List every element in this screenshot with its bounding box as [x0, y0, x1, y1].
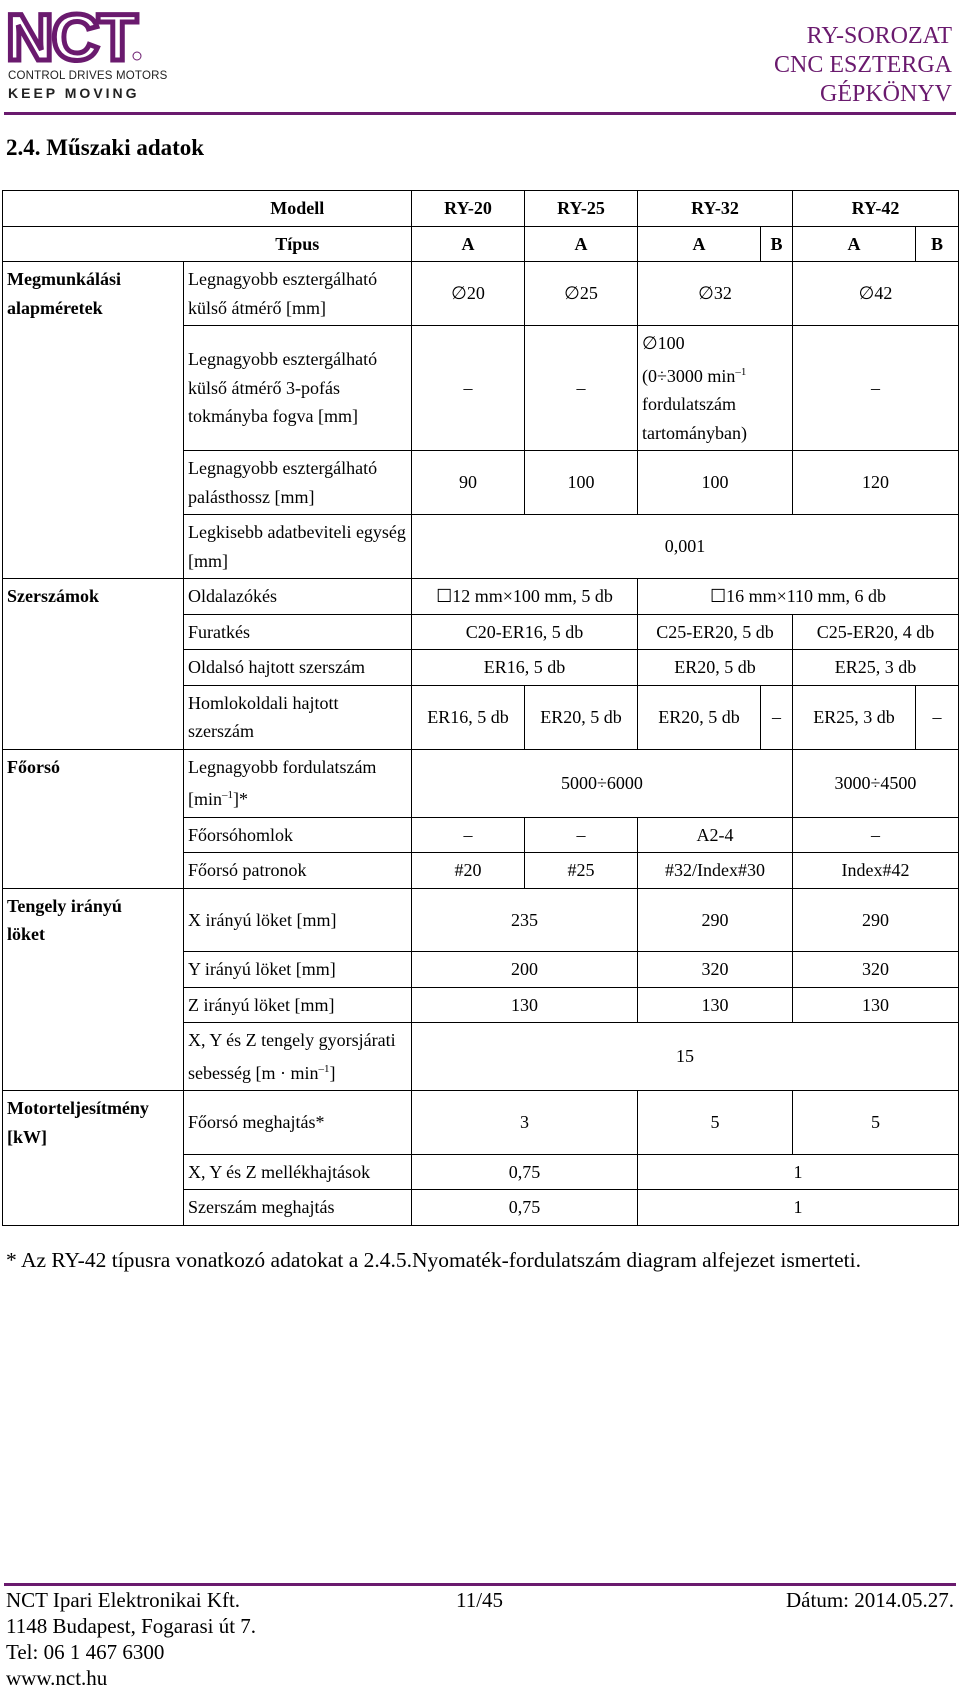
footer-address: 1148 Budapest, Fogarasi út 7.	[6, 1614, 257, 1638]
value-cell: 3	[412, 1091, 638, 1155]
value-cell: 320	[793, 952, 959, 988]
type-cell: A	[412, 226, 525, 262]
table-row	[3, 1091, 959, 1155]
table-row	[3, 952, 959, 988]
footer-phone: Tel: 06 1 467 6300	[6, 1640, 165, 1664]
row-label: Főorsó patronok	[184, 853, 412, 889]
category-motor-power: Motorteljesítmény [kW]	[3, 1091, 184, 1155]
page-footer	[6, 1587, 954, 1691]
table-row	[3, 1023, 959, 1091]
value-cell: ER16, 5 db	[412, 685, 525, 749]
table-row	[3, 1190, 959, 1226]
value-cell: ER25, 3 db	[793, 650, 959, 686]
value-cell: 100	[525, 451, 638, 515]
table-row	[3, 451, 959, 515]
value-cell: #32/Index#30	[638, 853, 793, 889]
footer-company: NCT Ipari Elektronikai Kft.	[6, 1588, 241, 1612]
value-cell: C20-ER16, 5 db	[412, 614, 638, 650]
row-label: X, Y és Z mellékhajtások	[184, 1154, 412, 1190]
value-cell: 130	[638, 987, 793, 1023]
value-cell: ER20, 5 db	[638, 685, 761, 749]
table-row	[3, 326, 959, 451]
header-model: Modell	[184, 191, 412, 227]
category-cell	[3, 987, 184, 1023]
row-label: Furatkés	[184, 614, 412, 650]
value-cell: ER16, 5 db	[412, 650, 638, 686]
table-row	[3, 888, 959, 952]
value-cell: ER25, 3 db	[793, 685, 916, 749]
value-cell: ER20, 5 db	[525, 685, 638, 749]
value-cell: –	[412, 326, 525, 451]
value-cell: ☐16 mm×110 mm, 6 db	[638, 579, 959, 615]
category-cell	[3, 685, 184, 749]
footer-date: Dátum: 2014.05.27.	[786, 1588, 954, 1612]
nct-logo	[6, 6, 168, 102]
table-row	[3, 749, 959, 817]
value-cell: #20	[412, 853, 525, 889]
value-cell: 15	[412, 1023, 959, 1091]
value-cell: 5	[793, 1091, 959, 1155]
table-row	[3, 579, 959, 615]
document-header-title	[774, 22, 952, 109]
header-title-line-1: RY-SOROZAT	[806, 23, 952, 49]
value-cell: –	[525, 817, 638, 853]
table-row	[3, 987, 959, 1023]
table-row	[3, 515, 959, 579]
logo-wordmark: NCT	[6, 6, 136, 66]
category-cell	[3, 1190, 184, 1226]
value-cell: –	[412, 817, 525, 853]
type-cell: A	[525, 226, 638, 262]
category-cell	[3, 952, 184, 988]
table-row	[3, 685, 959, 749]
header-model-ry25: RY-25	[525, 191, 638, 227]
value-cell: 290	[638, 888, 793, 952]
category-spindle: Főorsó	[3, 749, 184, 817]
row-label: X irányú löket [mm]	[184, 888, 412, 952]
row-label: Legnagyobb esztergálható palásthossz [mm]	[184, 451, 412, 515]
value-cell: 3000÷4500	[793, 749, 959, 817]
value-cell: ∅20	[412, 262, 525, 326]
footer-divider	[4, 1583, 956, 1586]
category-tools: Szerszámok	[3, 579, 184, 615]
value-cell: 0,75	[412, 1154, 638, 1190]
value-cell: 90	[412, 451, 525, 515]
logo-tagline-1: CONTROL DRIVES MOTORS	[8, 70, 168, 82]
value-cell: ∅25	[525, 262, 638, 326]
value-cell: C25-ER20, 4 db	[793, 614, 959, 650]
value-cell: 5	[638, 1091, 793, 1155]
row-label: Homlokoldali hajtott szerszám	[184, 685, 412, 749]
value-cell: 320	[638, 952, 793, 988]
header-divider	[4, 112, 956, 115]
table-header-empty	[3, 191, 184, 227]
category-cell	[3, 515, 184, 579]
row-label: Oldalsó hajtott szerszám	[184, 650, 412, 686]
footer-website[interactable]: www.nct.hu	[6, 1666, 108, 1690]
category-machining: Megmunkálási alapméretek	[3, 262, 184, 326]
category-cell	[3, 650, 184, 686]
table-row	[3, 226, 959, 262]
table-row	[3, 191, 959, 227]
header-type: Típus	[184, 226, 412, 262]
value-cell: ∅100 (0÷3000 $\min^{-1}$ fordulatszám tartományban)	[638, 326, 793, 451]
row-label: Szerszám meghajtás	[184, 1190, 412, 1226]
value-cell: –	[916, 685, 959, 749]
value-cell: 1	[638, 1190, 959, 1226]
category-axis-travel: Tengely irányú löket	[3, 888, 184, 952]
row-label: Legkisebb adatbeviteli egység [mm]	[184, 515, 412, 579]
table-row	[3, 614, 959, 650]
value-cell: #25	[525, 853, 638, 889]
category-cell	[3, 451, 184, 515]
header-model-ry32: RY-32	[638, 191, 793, 227]
value-cell: 130	[793, 987, 959, 1023]
type-cell: B	[761, 226, 793, 262]
value-cell: 0,75	[412, 1190, 638, 1226]
section-title: 2.4. Műszaki adatok	[6, 135, 205, 160]
value-cell: 0,001	[412, 515, 959, 579]
nct-logo-mark	[6, 6, 146, 66]
category-cell	[3, 614, 184, 650]
row-label: Főorsó meghajtás*	[184, 1091, 412, 1155]
logo-tagline-2: KEEP MOVING	[8, 85, 140, 101]
category-cell	[3, 853, 184, 889]
category-cell	[3, 1154, 184, 1190]
value-cell: –	[793, 817, 959, 853]
value-cell: 200	[412, 952, 638, 988]
type-cell: B	[916, 226, 959, 262]
value-cell: 235	[412, 888, 638, 952]
value-cell: 100	[638, 451, 793, 515]
row-label: Legnagyobb esztergálható külső átmérő [mm]	[184, 262, 412, 326]
value-cell: ☐12 mm×100 mm, 5 db	[412, 579, 638, 615]
header-title-line-2: CNC ESZTERGA	[773, 52, 952, 78]
value-cell: 290	[793, 888, 959, 952]
spec-table	[2, 190, 959, 1226]
page-number: 11/45	[456, 1588, 504, 1612]
row-label: Legnagyobb esztergálható külső átmérő 3-pofás tokmányba fogva [mm]	[184, 326, 412, 451]
row-label: Y irányú löket [mm]	[184, 952, 412, 988]
table-row	[3, 1154, 959, 1190]
type-cell: A	[793, 226, 916, 262]
value-cell: A2-4	[638, 817, 793, 853]
header-model-ry42: RY-42	[793, 191, 959, 227]
value-cell: Index#42	[793, 853, 959, 889]
value-cell: –	[525, 326, 638, 451]
value-cell: ER20, 5 db	[638, 650, 793, 686]
table-row	[3, 817, 959, 853]
value-cell: C25-ER20, 5 db	[638, 614, 793, 650]
row-label: X, Y és Z tengely gyorsjárati sebesség $[m \cdot \min^{-1}]$	[184, 1023, 412, 1091]
header-model-ry20: RY-20	[412, 191, 525, 227]
category-cell	[3, 326, 184, 451]
value-cell: 1	[638, 1154, 959, 1190]
value-cell: –	[793, 326, 959, 451]
table-row	[3, 650, 959, 686]
type-cell: A	[638, 226, 761, 262]
header-title-line-3: GÉPKÖNYV	[820, 81, 952, 107]
row-label: Z irányú löket [mm]	[184, 987, 412, 1023]
value-cell: ∅32	[638, 262, 793, 326]
table-row	[3, 262, 959, 326]
table-row	[3, 853, 959, 889]
category-cell	[3, 817, 184, 853]
value-cell: 130	[412, 987, 638, 1023]
category-cell	[3, 1023, 184, 1091]
footnote: * Az RY-42 típusra vonatkozó adatokat a 2.4.5.Nyomaték-fordulatszám diagram alfejezet ismerteti.	[6, 1248, 861, 1272]
table-header-empty	[3, 226, 184, 262]
value-cell: 120	[793, 451, 959, 515]
row-label: Legnagyobb fordulatszám $[\min^{-1}]*$	[184, 749, 412, 817]
row-label: Oldalazókés	[184, 579, 412, 615]
row-label: Főorsóhomlok	[184, 817, 412, 853]
value-cell: –	[761, 685, 793, 749]
value-cell: ∅42	[793, 262, 959, 326]
value-cell: 5000÷6000	[412, 749, 793, 817]
